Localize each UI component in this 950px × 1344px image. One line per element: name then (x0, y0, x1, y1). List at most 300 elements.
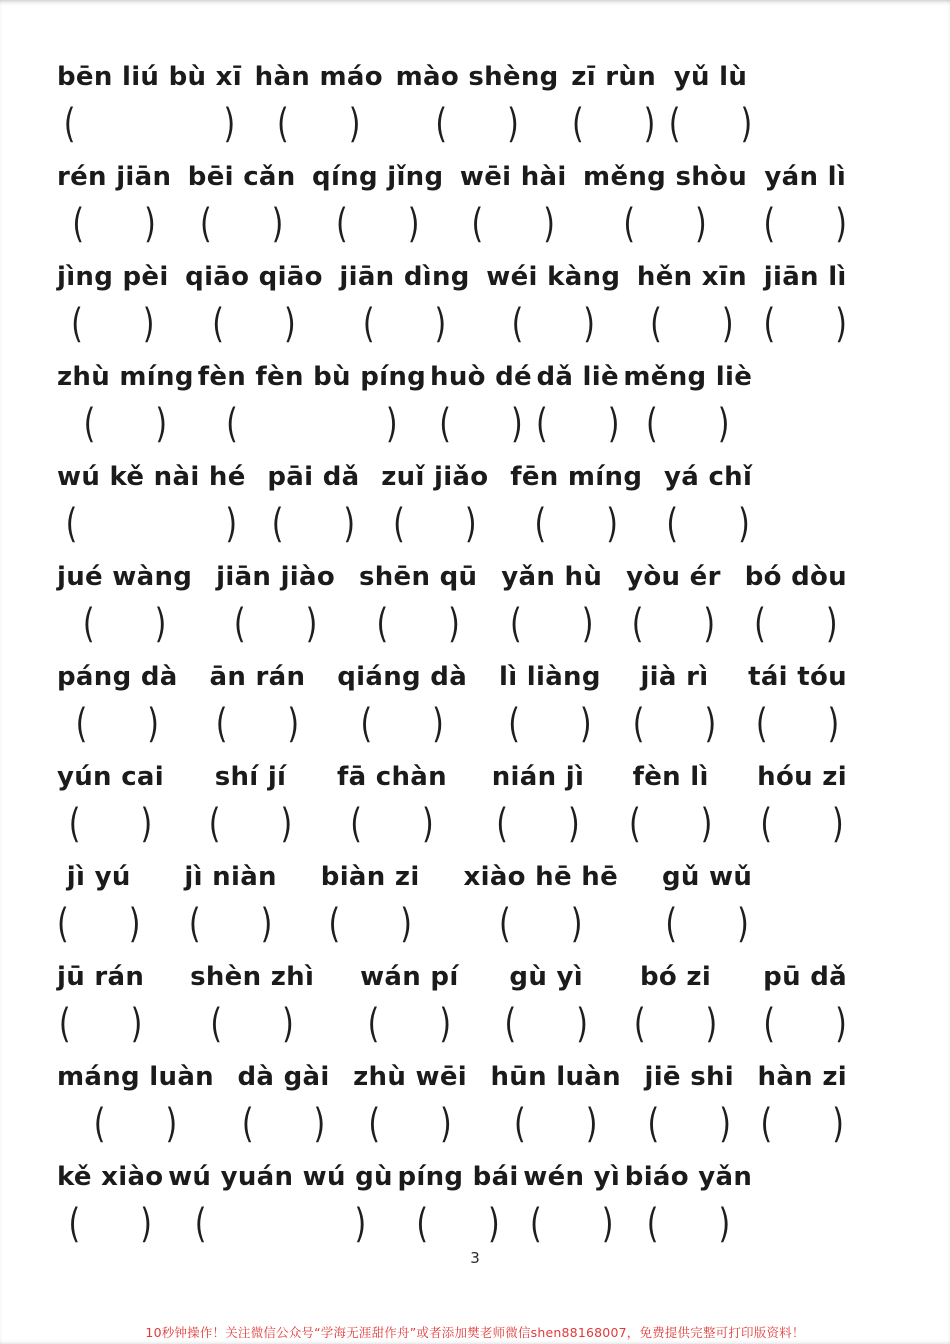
pinyin-word: jià rì (640, 662, 709, 692)
paren-close: ) (140, 800, 153, 848)
paren-close: ) (434, 300, 447, 348)
answer-parens (336, 200, 419, 250)
word-unit (210, 654, 306, 750)
pinyin-word: wén yì (523, 1162, 621, 1192)
paren-open: ( (362, 300, 375, 348)
answer-parens (632, 600, 715, 650)
word-unit (757, 754, 847, 850)
paren-close: ) (407, 200, 420, 248)
paren-close: ) (832, 800, 844, 848)
answer-parens (277, 100, 360, 150)
word-unit (337, 654, 467, 750)
word-unit (57, 354, 194, 450)
word-unit (486, 254, 620, 350)
paren-open: ( (471, 200, 484, 248)
paren-open: ( (277, 100, 289, 148)
paren-open: ( (534, 500, 547, 548)
word-unit (637, 254, 747, 350)
answer-parens (84, 400, 167, 450)
paren-open: ( (368, 1100, 381, 1148)
pinyin-word: máng luàn (57, 1062, 214, 1092)
word-unit (430, 354, 532, 450)
pinyin-word: zī rùn (571, 62, 657, 92)
word-unit (57, 1054, 214, 1150)
answer-parens (650, 300, 733, 350)
word-unit (460, 154, 567, 250)
word-unit (238, 1054, 330, 1150)
paren-close: ) (576, 1000, 588, 1048)
answer-parens (376, 600, 459, 650)
paren-open: ( (336, 200, 348, 248)
word-row (57, 1154, 752, 1254)
paren-open: ( (208, 800, 221, 848)
pinyin-word: tái tóu (748, 662, 847, 692)
paren-open: ( (646, 1200, 659, 1248)
answer-parens (754, 600, 837, 650)
paren-close: ) (140, 1200, 152, 1248)
word-row (57, 954, 847, 1054)
word-unit (501, 554, 602, 650)
pinyin-word: měng shòu (583, 162, 748, 192)
pinyin-word: huò dé (430, 362, 532, 392)
word-row (57, 54, 752, 154)
paren-open: ( (435, 100, 448, 148)
answer-parens (665, 900, 748, 950)
pinyin-word: jì niàn (184, 862, 277, 892)
word-unit (190, 954, 314, 1050)
paren-close: ) (579, 700, 592, 748)
paren-close: ) (464, 500, 477, 548)
pinyin-word: wú yuán wú gù (168, 1162, 393, 1192)
paren-close: ) (835, 300, 847, 348)
answer-parens (535, 500, 618, 550)
word-unit (763, 954, 847, 1050)
pinyin-word: jué wàng (57, 562, 193, 592)
word-unit (499, 654, 601, 750)
pinyin-word: pū dǎ (763, 962, 847, 992)
pinyin-word: wéi kàng (486, 262, 621, 292)
paren-open: ( (241, 1100, 254, 1148)
paren-open: ( (215, 700, 228, 748)
word-unit (57, 454, 246, 550)
paren-open: ( (511, 300, 524, 348)
word-unit (396, 54, 559, 150)
word-unit (623, 354, 752, 450)
word-unit (464, 854, 618, 950)
paren-open: ( (58, 1000, 71, 1048)
word-unit (185, 254, 323, 350)
paren-close: ) (606, 500, 618, 548)
answer-parens (363, 300, 446, 350)
paren-close: ) (700, 800, 713, 848)
word-row (57, 354, 752, 454)
answer-parens (69, 1200, 152, 1250)
paren-open: ( (633, 1000, 646, 1048)
pinyin-word: fā chàn (336, 762, 447, 792)
paren-open: ( (82, 600, 95, 648)
pinyin-word: qiáng dà (337, 662, 468, 692)
paren-close: ) (827, 700, 840, 748)
word-unit (633, 654, 716, 750)
paren-open: ( (210, 1000, 223, 1048)
answer-parens (360, 700, 443, 750)
paren-open: ( (496, 800, 508, 848)
answer-parens (634, 1000, 717, 1050)
pinyin-word: bó zi (639, 962, 712, 992)
paren-close: ) (144, 200, 156, 248)
word-unit (634, 954, 717, 1050)
answer-parens (760, 800, 843, 850)
word-unit (184, 854, 276, 950)
paren-close: ) (421, 800, 434, 848)
answer-parens (195, 1200, 366, 1250)
paren-open: ( (416, 1200, 429, 1248)
answer-parens (59, 1000, 142, 1050)
pinyin-word: zhù wēi (353, 1062, 467, 1092)
pinyin-word: yǎn hù (501, 562, 603, 592)
pinyin-word: yán lì (764, 162, 847, 192)
pinyin-word: jìng pèi (57, 262, 169, 292)
pinyin-word: gǔ wǔ (661, 862, 753, 892)
paren-close: ) (507, 100, 519, 148)
paren-close: ) (165, 1100, 178, 1148)
word-unit (57, 654, 178, 750)
paren-close: ) (695, 200, 707, 248)
paren-close: ) (147, 700, 160, 748)
word-row (57, 154, 847, 254)
pinyin-word: yún cai (57, 762, 164, 792)
word-row (57, 854, 752, 954)
paren-close: ) (737, 900, 749, 948)
paren-close: ) (832, 1100, 844, 1148)
page-number: 3 (470, 1249, 480, 1267)
word-unit (337, 754, 447, 850)
answer-parens (83, 600, 166, 650)
word-unit (216, 554, 335, 650)
paren-close: ) (585, 1100, 598, 1148)
word-unit (57, 554, 192, 650)
paren-open: ( (83, 400, 96, 448)
pinyin-word: bēn liú bù xī (57, 62, 242, 92)
paren-close: ) (703, 600, 716, 648)
answer-parens (763, 1000, 846, 1050)
answer-parens (216, 700, 299, 750)
pinyin-word: yá chǐ (664, 462, 753, 492)
paren-open: ( (760, 1100, 773, 1148)
word-unit (764, 254, 847, 350)
pinyin-word: wán pí (360, 962, 459, 992)
word-unit (57, 754, 164, 850)
paren-close: ) (718, 1200, 731, 1248)
paren-open: ( (754, 600, 766, 648)
paren-open: ( (68, 800, 81, 848)
word-unit (536, 354, 619, 450)
answer-parens (234, 600, 317, 650)
answer-parens (200, 200, 283, 250)
word-unit (360, 954, 458, 1050)
paren-close: ) (305, 600, 318, 648)
pinyin-word: shí jí (214, 762, 287, 792)
paren-close: ) (738, 500, 750, 548)
word-unit (57, 254, 169, 350)
pinyin-word: zuǐ jiǎo (381, 462, 489, 492)
pinyin-word: jiān jiào (216, 562, 336, 592)
paren-open: ( (499, 900, 511, 948)
pinyin-word: jì yú (66, 862, 131, 892)
paren-close: ) (400, 900, 412, 948)
answer-parens (272, 500, 355, 550)
pinyin-word: hàn máo (254, 62, 383, 92)
pinyin-word: hàn zi (757, 1062, 847, 1092)
pinyin-word: páng dà (57, 662, 178, 692)
word-row (57, 1054, 847, 1154)
paren-close: ) (643, 100, 656, 148)
answer-parens (496, 800, 579, 850)
paren-open: ( (199, 200, 212, 248)
answer-parens (646, 400, 729, 450)
pinyin-rows-container (57, 54, 847, 1254)
paren-open: ( (350, 800, 362, 848)
pinyin-word: hěn xīn (636, 262, 747, 292)
paren-close: ) (583, 300, 595, 348)
answer-parens (368, 1100, 451, 1150)
paren-open: ( (631, 600, 644, 648)
paren-open: ( (68, 1200, 81, 1248)
answer-parens (439, 400, 522, 450)
word-row (57, 254, 847, 354)
answer-parens (226, 400, 397, 450)
answer-parens (328, 900, 411, 950)
pinyin-word: biàn zi (320, 862, 420, 892)
paren-open: ( (647, 1100, 660, 1148)
paren-close: ) (282, 1000, 294, 1048)
word-unit (492, 754, 584, 850)
paren-open: ( (212, 300, 224, 348)
paren-close: ) (835, 1000, 847, 1048)
paren-close: ) (440, 1100, 452, 1148)
answer-parens (623, 200, 706, 250)
paren-close: ) (271, 200, 284, 248)
pinyin-word: dǎ liè (536, 362, 619, 392)
answer-parens (210, 1000, 293, 1050)
pinyin-word: hūn luàn (490, 1062, 621, 1092)
word-unit (644, 1054, 734, 1150)
paren-open: ( (71, 300, 83, 348)
word-unit (491, 1054, 621, 1150)
paren-open: ( (755, 700, 768, 748)
paren-close: ) (260, 900, 273, 948)
word-unit (267, 454, 359, 550)
answer-parens (66, 500, 237, 550)
answer-parens (572, 100, 655, 150)
word-row (57, 754, 847, 854)
word-unit (662, 854, 752, 950)
answer-parens (393, 500, 476, 550)
paren-open: ( (57, 900, 69, 948)
word-unit (571, 54, 656, 150)
paren-close: ) (448, 600, 460, 648)
paren-open: ( (646, 400, 658, 448)
answer-parens (64, 100, 235, 150)
paren-close: ) (601, 1200, 614, 1248)
answer-parens (416, 1200, 499, 1250)
paren-close: ) (567, 800, 580, 848)
word-unit (626, 554, 721, 650)
paren-open: ( (763, 300, 776, 348)
pinyin-word: fēn míng (510, 462, 643, 492)
answer-parens (514, 1100, 597, 1150)
word-row (57, 654, 847, 754)
pinyin-word: xiào hē hē (463, 862, 619, 892)
paren-open: ( (650, 300, 662, 348)
paren-close: ) (313, 1100, 326, 1148)
paren-open: ( (504, 1000, 517, 1048)
word-unit (209, 754, 292, 850)
pinyin-word: nián jì (491, 762, 585, 792)
word-unit (397, 1154, 518, 1250)
pinyin-word: jū rán (57, 962, 145, 992)
word-unit (57, 954, 144, 1050)
answer-parens (472, 200, 555, 250)
pinyin-word: fèn lì (632, 762, 709, 792)
paren-open: ( (632, 700, 645, 748)
answer-parens (57, 900, 140, 950)
answer-parens (499, 900, 582, 950)
answer-parens (647, 1200, 730, 1250)
pinyin-word: ān rán (209, 662, 306, 692)
paren-open: ( (665, 900, 678, 948)
pinyin-word: mào shèng (395, 62, 559, 92)
pinyin-word: yòu ér (626, 562, 721, 592)
pinyin-word: dà gài (237, 1062, 330, 1092)
word-unit (625, 1154, 752, 1250)
word-unit (198, 354, 426, 450)
word-unit (339, 254, 469, 350)
word-unit (359, 554, 477, 650)
pinyin-word: rén jiān (57, 162, 172, 192)
paren-open: ( (535, 400, 548, 448)
answer-parens (764, 300, 847, 350)
paren-close: ) (280, 800, 293, 848)
word-unit (523, 1154, 620, 1250)
paren-close: ) (348, 100, 361, 148)
paren-open: ( (439, 400, 451, 448)
pinyin-word: shēn qū (358, 562, 478, 592)
paren-open: ( (233, 600, 246, 648)
word-unit (381, 454, 488, 550)
pinyin-word: pāi dǎ (267, 462, 360, 492)
pinyin-word: biáo yǎn (624, 1162, 753, 1192)
paren-close: ) (607, 400, 620, 448)
word-unit (312, 154, 443, 250)
pinyin-word: wú kě nài hé (57, 462, 246, 492)
answer-parens (71, 300, 154, 350)
pinyin-word: jiān lì (763, 262, 847, 292)
paren-close: ) (130, 1000, 143, 1048)
paren-open: ( (623, 200, 636, 248)
paren-open: ( (271, 500, 284, 548)
pinyin-word: qíng jǐng (312, 162, 444, 192)
word-unit (255, 54, 383, 150)
pinyin-word: qiāo qiāo (185, 262, 323, 292)
paren-open: ( (510, 600, 522, 648)
pinyin-word: wēi hài (459, 162, 567, 192)
paren-close: ) (283, 300, 296, 348)
word-row (57, 554, 847, 654)
answer-parens (530, 1200, 613, 1250)
paren-open: ( (226, 400, 238, 448)
word-unit (57, 54, 242, 150)
paren-close: ) (155, 400, 168, 448)
paren-open: ( (393, 500, 405, 548)
answer-parens (756, 700, 839, 750)
answer-parens (510, 600, 593, 650)
paren-open: ( (63, 100, 76, 148)
paren-close: ) (154, 600, 167, 648)
paren-close: ) (825, 600, 838, 648)
pinyin-word: píng bái (397, 1162, 519, 1192)
paren-close: ) (128, 900, 141, 948)
pinyin-word: lì liàng (499, 662, 601, 692)
paren-open: ( (666, 500, 679, 548)
word-unit (321, 854, 420, 950)
answer-parens (94, 1100, 177, 1150)
answer-parens (764, 200, 847, 250)
answer-parens (76, 700, 159, 750)
paren-close: ) (719, 1100, 731, 1148)
word-unit (583, 154, 747, 250)
answer-parens (536, 400, 619, 450)
paren-close: ) (439, 1000, 452, 1048)
pinyin-word: yǔ lù (673, 62, 748, 92)
paren-close: ) (225, 500, 238, 548)
paren-close: ) (432, 700, 444, 748)
answer-parens (368, 1000, 451, 1050)
paren-close: ) (835, 200, 847, 248)
paren-close: ) (223, 100, 236, 148)
answer-parens (666, 500, 749, 550)
answer-parens (629, 800, 712, 850)
word-row (57, 454, 752, 554)
pinyin-word: jiān dìng (339, 262, 470, 292)
pinyin-word: bó dòu (744, 562, 847, 592)
paren-close: ) (142, 300, 155, 348)
pinyin-word: fèn fèn bù píng (197, 362, 427, 392)
paren-close: ) (717, 400, 730, 448)
word-unit (57, 854, 140, 950)
paren-close: ) (385, 400, 398, 448)
answer-parens (209, 800, 292, 850)
word-unit (745, 554, 847, 650)
word-unit (758, 1054, 847, 1150)
answer-parens (512, 300, 595, 350)
paren-close: ) (705, 1000, 718, 1048)
pinyin-word: gù yì (509, 962, 583, 992)
paren-close: ) (581, 600, 594, 648)
word-unit (664, 454, 752, 550)
paren-open: ( (188, 900, 201, 948)
word-unit (57, 154, 171, 250)
answer-parens (189, 900, 272, 950)
paren-close: ) (721, 300, 734, 348)
pinyin-word: bēi cǎn (187, 162, 296, 192)
pinyin-word: měng liè (623, 362, 753, 392)
answer-parens (633, 700, 716, 750)
paren-open: ( (529, 1200, 542, 1248)
paren-open: ( (328, 900, 341, 948)
paren-open: ( (376, 600, 389, 648)
word-unit (669, 54, 752, 150)
